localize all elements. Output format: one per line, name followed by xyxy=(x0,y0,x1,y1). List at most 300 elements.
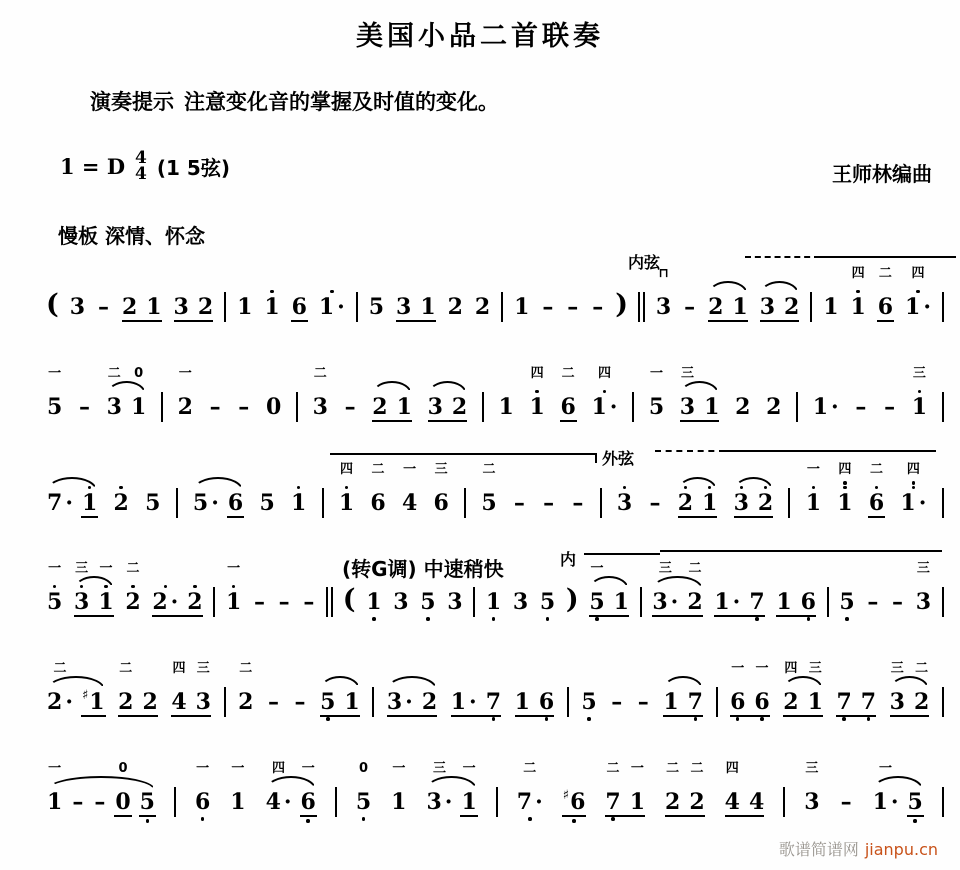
note-digit xyxy=(96,294,111,320)
note-number: 2 xyxy=(783,689,799,715)
open-paren: ( xyxy=(342,584,356,615)
note xyxy=(450,661,478,729)
note-group xyxy=(46,661,106,731)
fingering-label xyxy=(683,462,688,477)
augmentation-dot: · xyxy=(65,689,73,715)
fingering-label: 四 xyxy=(172,661,186,676)
note-group xyxy=(514,661,556,729)
note xyxy=(538,661,555,729)
octave-dots-below xyxy=(492,715,496,729)
note-number: 6 xyxy=(868,490,885,516)
fingering-label: 一 xyxy=(301,761,315,776)
note-number: 5 xyxy=(145,490,161,516)
note-number: 1 xyxy=(344,689,360,715)
note-number: 1 xyxy=(529,394,545,420)
note-digit xyxy=(613,589,630,615)
fingering-label xyxy=(330,266,335,281)
fingering-label: 三 xyxy=(75,561,89,576)
note xyxy=(69,266,86,334)
fingering-label xyxy=(595,266,600,281)
octave-dots-below xyxy=(736,715,740,729)
note xyxy=(447,266,464,334)
fingering-label: 一 xyxy=(227,561,241,576)
note xyxy=(265,761,293,831)
note-group xyxy=(713,561,765,629)
note-digit xyxy=(319,689,336,715)
fingering-label xyxy=(399,561,404,576)
beam-line xyxy=(678,516,718,518)
note xyxy=(616,462,633,530)
note-digit xyxy=(312,394,329,420)
fingering-label xyxy=(152,266,157,281)
note xyxy=(516,761,544,829)
note xyxy=(724,761,741,829)
fingering-label xyxy=(491,561,496,576)
octave-dot xyxy=(843,481,847,485)
note-digit xyxy=(860,689,877,715)
duration-dash: – xyxy=(840,789,852,815)
note-digit xyxy=(485,689,502,715)
note-digit xyxy=(915,589,932,615)
note xyxy=(425,761,453,831)
octave-dot xyxy=(53,585,57,589)
note xyxy=(539,561,556,629)
note-digit xyxy=(421,689,438,715)
note-digit xyxy=(783,294,800,320)
note-number: 1 xyxy=(225,589,242,615)
note-digit xyxy=(748,589,765,615)
octave-dots-below xyxy=(572,817,576,831)
note-number: 3 xyxy=(195,689,211,715)
note xyxy=(889,661,906,729)
barline xyxy=(174,787,176,817)
octave-dots-below xyxy=(867,715,871,729)
note xyxy=(252,561,267,629)
note-digit xyxy=(890,589,905,615)
fingering-label xyxy=(348,366,353,381)
note-number: 1 xyxy=(872,789,888,815)
fingering-label xyxy=(871,561,876,576)
note-number: 7 xyxy=(605,789,621,815)
fingering-label xyxy=(119,462,124,477)
fingering-label: 四 xyxy=(906,462,920,477)
note-number: 1 xyxy=(366,589,382,615)
beam-line xyxy=(665,815,705,817)
note-digit xyxy=(562,789,587,817)
note-digit xyxy=(686,589,703,615)
note-digit xyxy=(395,294,412,320)
note xyxy=(560,366,577,436)
note-number: 6 xyxy=(730,689,746,715)
augmentation-dot: · xyxy=(469,689,477,715)
barline xyxy=(942,787,944,817)
fingering-label xyxy=(725,561,730,576)
beam-line xyxy=(663,715,703,717)
fingering-label xyxy=(257,561,262,576)
note-number: 4 xyxy=(748,789,765,815)
note-number: 2 xyxy=(665,789,681,815)
note-group xyxy=(106,366,148,434)
note-number: 5 xyxy=(47,394,63,420)
fingering-label xyxy=(653,462,658,477)
fingering-label: 0 xyxy=(358,761,369,776)
octave-dots-above xyxy=(535,381,539,394)
note-number: 2 xyxy=(474,294,491,320)
note-number: 4 xyxy=(171,689,187,715)
note xyxy=(731,266,748,334)
note xyxy=(512,561,529,629)
note-number: 3 xyxy=(74,589,90,615)
fingering-label: 一 xyxy=(630,761,644,776)
note-number: 2 xyxy=(118,689,134,715)
note xyxy=(73,561,90,629)
barline xyxy=(942,687,944,717)
octave-dots-above xyxy=(918,381,922,394)
note-digit xyxy=(396,394,413,420)
beam-line xyxy=(776,615,816,617)
note xyxy=(701,462,718,530)
fingering-label: 一 xyxy=(392,761,406,776)
fingering-label xyxy=(58,462,63,477)
note xyxy=(707,266,724,334)
note-group xyxy=(759,266,801,334)
measure-row xyxy=(46,462,944,532)
note-digit xyxy=(46,589,63,615)
octave-dots-below xyxy=(845,615,849,629)
note-digit xyxy=(46,689,74,715)
note-number: 1 xyxy=(420,294,436,320)
octave-dot xyxy=(842,717,846,721)
note-number: 1 xyxy=(391,789,407,815)
octave-dot xyxy=(587,717,591,721)
note-digit xyxy=(427,394,444,420)
note-digit xyxy=(237,689,254,715)
note-digit xyxy=(368,294,385,320)
octave-dot xyxy=(546,617,550,621)
note-number: 2 xyxy=(451,394,468,420)
note-digit xyxy=(514,689,531,715)
note-number: 2 xyxy=(913,689,930,715)
octave-dot xyxy=(623,486,627,490)
note xyxy=(392,561,409,629)
note-number: 2 xyxy=(757,490,774,516)
augmentation-dot: · xyxy=(918,490,927,516)
note-digit xyxy=(386,689,414,715)
note xyxy=(485,661,502,729)
note-digit xyxy=(73,589,90,615)
note-number: 1 xyxy=(396,394,412,420)
note-number: 2 xyxy=(177,394,193,420)
duration-dash: – xyxy=(238,394,250,420)
note-group xyxy=(733,462,775,530)
note-group xyxy=(662,661,704,729)
meter-numerator: 4 xyxy=(135,148,147,168)
augmentation-dot: · xyxy=(211,490,219,516)
note-number: 1 xyxy=(130,394,147,420)
note-group xyxy=(835,661,877,729)
note-digit xyxy=(512,490,527,516)
barline xyxy=(796,392,798,422)
beam-line xyxy=(396,320,436,322)
note xyxy=(365,561,382,629)
note-number: 5 xyxy=(581,689,597,715)
note-digit xyxy=(733,490,750,516)
note-number: 3 xyxy=(616,490,633,516)
note-digit xyxy=(460,789,477,817)
note-number: 5 xyxy=(420,589,436,615)
note-group xyxy=(782,661,824,729)
note-digit xyxy=(343,394,358,420)
note xyxy=(662,661,679,729)
fingering-label: 三 xyxy=(912,366,926,381)
section-label: 内 xyxy=(560,550,577,569)
fingering-label: 四 xyxy=(838,462,852,477)
note-digit xyxy=(194,789,211,815)
note-digit xyxy=(195,689,212,715)
note xyxy=(911,366,928,434)
note xyxy=(498,366,515,434)
note xyxy=(677,462,694,530)
note-digit xyxy=(609,689,624,715)
augmentation-dot: · xyxy=(670,589,679,615)
fingering-label: 二 xyxy=(915,661,929,676)
augmentation-dot: · xyxy=(170,589,179,615)
fingering-label xyxy=(426,266,431,281)
note xyxy=(258,462,275,530)
note xyxy=(113,462,130,530)
note xyxy=(838,561,855,629)
note-digit xyxy=(229,789,246,815)
note-number: 1 xyxy=(776,589,792,615)
note-number: 1 xyxy=(732,294,748,320)
note-number: 1 xyxy=(613,589,629,615)
duration-dash: – xyxy=(855,394,867,420)
note-digit xyxy=(369,490,386,516)
note-number: 1 xyxy=(485,589,502,615)
barline xyxy=(331,587,333,617)
note-number: 3 xyxy=(512,589,529,615)
note xyxy=(46,462,74,532)
fingering-label xyxy=(242,266,247,281)
duration-dash: – xyxy=(253,589,265,615)
note xyxy=(757,462,774,530)
note-digit xyxy=(812,394,840,420)
note xyxy=(124,561,141,629)
note-group xyxy=(664,761,706,829)
note-number: 1 xyxy=(237,294,253,320)
fingering-label xyxy=(504,366,509,381)
duration-dash: – xyxy=(513,490,525,516)
note xyxy=(783,266,800,334)
note-group xyxy=(724,761,766,829)
octave-dot xyxy=(528,817,532,821)
octave-dot xyxy=(845,617,849,621)
note-number: 1 xyxy=(911,394,928,420)
note xyxy=(541,462,556,530)
note-digit xyxy=(872,789,900,815)
note-digit xyxy=(390,789,407,815)
duration-dash: – xyxy=(542,294,554,320)
close-paren: ) xyxy=(565,584,579,615)
note-number: 6 xyxy=(570,789,586,815)
note-number: 4 xyxy=(265,789,281,815)
fingering-label xyxy=(325,661,330,676)
octave-dot xyxy=(595,617,599,621)
note xyxy=(225,561,242,629)
beam-line xyxy=(118,715,158,717)
double-barline xyxy=(638,292,645,322)
note xyxy=(839,761,854,829)
note xyxy=(651,561,679,629)
note xyxy=(609,661,624,729)
octave-dot xyxy=(736,717,740,721)
note-digit xyxy=(748,789,765,815)
fingering-label xyxy=(829,266,834,281)
fingering-label xyxy=(271,661,276,676)
fingering-label xyxy=(763,462,768,477)
fingering-label: 二 xyxy=(523,761,537,776)
note-digit xyxy=(338,490,355,516)
fingering-label xyxy=(614,661,619,676)
fingering-label xyxy=(148,661,153,676)
note-group xyxy=(588,561,630,629)
fingering-label xyxy=(895,561,900,576)
note-number: 3 xyxy=(804,789,820,815)
note-group xyxy=(386,661,438,729)
note-digit xyxy=(145,294,162,320)
note-group xyxy=(117,661,159,729)
note xyxy=(865,561,880,629)
note xyxy=(290,462,307,530)
note-digit xyxy=(889,689,906,715)
fingering-label xyxy=(270,266,275,281)
fingering-label xyxy=(913,761,918,776)
fingering-label xyxy=(740,366,745,381)
note xyxy=(562,761,587,831)
fingering-label: 三 xyxy=(434,462,448,477)
note-number: 6 xyxy=(227,490,244,516)
note xyxy=(687,661,704,729)
fingering-label: 一 xyxy=(48,366,62,381)
note-digit xyxy=(225,589,242,615)
note-number: 6 xyxy=(300,789,316,815)
note-digit xyxy=(144,490,161,516)
note-number: 7 xyxy=(485,689,501,715)
note-number: 2 xyxy=(47,689,63,715)
fingering-label xyxy=(823,366,828,381)
note-number: 1 xyxy=(318,294,335,320)
octave-dots-below xyxy=(760,715,764,729)
fingering-label: 四 xyxy=(851,266,865,281)
note-digit xyxy=(236,394,251,420)
duration-dash: – xyxy=(684,294,696,320)
note-digit xyxy=(664,789,681,815)
fingering-label: 四 xyxy=(784,661,798,676)
duration-dash: – xyxy=(567,294,579,320)
octave-dots-above xyxy=(843,477,847,490)
note-digit xyxy=(731,294,748,320)
note xyxy=(899,462,927,530)
phrase-line xyxy=(660,550,942,561)
note-number: 2 xyxy=(689,789,705,815)
note-number: 1 xyxy=(704,394,720,420)
note-number: 3 xyxy=(427,394,443,420)
octave-dot xyxy=(856,290,860,294)
note-digit xyxy=(113,490,130,516)
note-digit xyxy=(759,294,776,320)
note xyxy=(913,661,930,729)
note xyxy=(849,266,866,334)
note-number: 1 xyxy=(591,394,607,420)
measure-row xyxy=(46,561,944,629)
note-digit xyxy=(186,589,203,615)
duration-dash: – xyxy=(78,394,90,420)
note-digit xyxy=(513,294,530,320)
note xyxy=(401,462,418,530)
duration-dash: – xyxy=(209,394,221,420)
note-digit xyxy=(46,789,63,815)
note xyxy=(236,266,253,334)
barline xyxy=(224,292,226,322)
note-number: 2 xyxy=(735,394,751,420)
note xyxy=(907,761,924,831)
fingering-label xyxy=(546,266,551,281)
note-group xyxy=(889,661,931,729)
fingering-label: 四 xyxy=(597,366,611,381)
phrase-line xyxy=(725,450,936,461)
octave-dot xyxy=(807,617,811,621)
fingering-label: 一 xyxy=(48,561,62,576)
meter-denominator: 4 xyxy=(135,164,147,184)
fingering-label xyxy=(687,266,692,281)
note-number: 1 xyxy=(450,689,467,715)
note xyxy=(800,561,817,629)
fingering-label: 三 xyxy=(196,661,210,676)
note xyxy=(733,462,750,530)
notation-system xyxy=(0,545,960,645)
note-digit xyxy=(560,394,577,422)
note-digit xyxy=(485,589,502,615)
beam-line xyxy=(760,320,800,322)
note xyxy=(386,661,414,729)
note-digit xyxy=(77,394,92,420)
note xyxy=(130,366,147,434)
note-digit xyxy=(904,294,932,320)
note xyxy=(529,366,546,434)
note-digit xyxy=(836,490,853,516)
octave-dots-above xyxy=(330,281,334,294)
note-number: 1 xyxy=(146,294,162,320)
note xyxy=(664,761,681,829)
note xyxy=(70,761,85,831)
note xyxy=(227,462,244,532)
augmentation-dot: · xyxy=(283,789,292,815)
note xyxy=(782,661,799,729)
octave-dots-above xyxy=(297,477,301,490)
note-digit xyxy=(114,789,131,817)
fingering-label: 二 xyxy=(126,561,140,576)
note-digit xyxy=(290,490,307,516)
note-digit xyxy=(293,689,308,715)
fingering-label xyxy=(693,661,698,676)
note-group xyxy=(151,561,203,629)
octave-dot xyxy=(146,819,150,823)
fingering-label: 一 xyxy=(755,661,769,676)
note-number: 1 xyxy=(291,490,307,516)
note xyxy=(390,761,407,829)
note-digit xyxy=(121,294,138,320)
octave-dot xyxy=(755,617,759,621)
